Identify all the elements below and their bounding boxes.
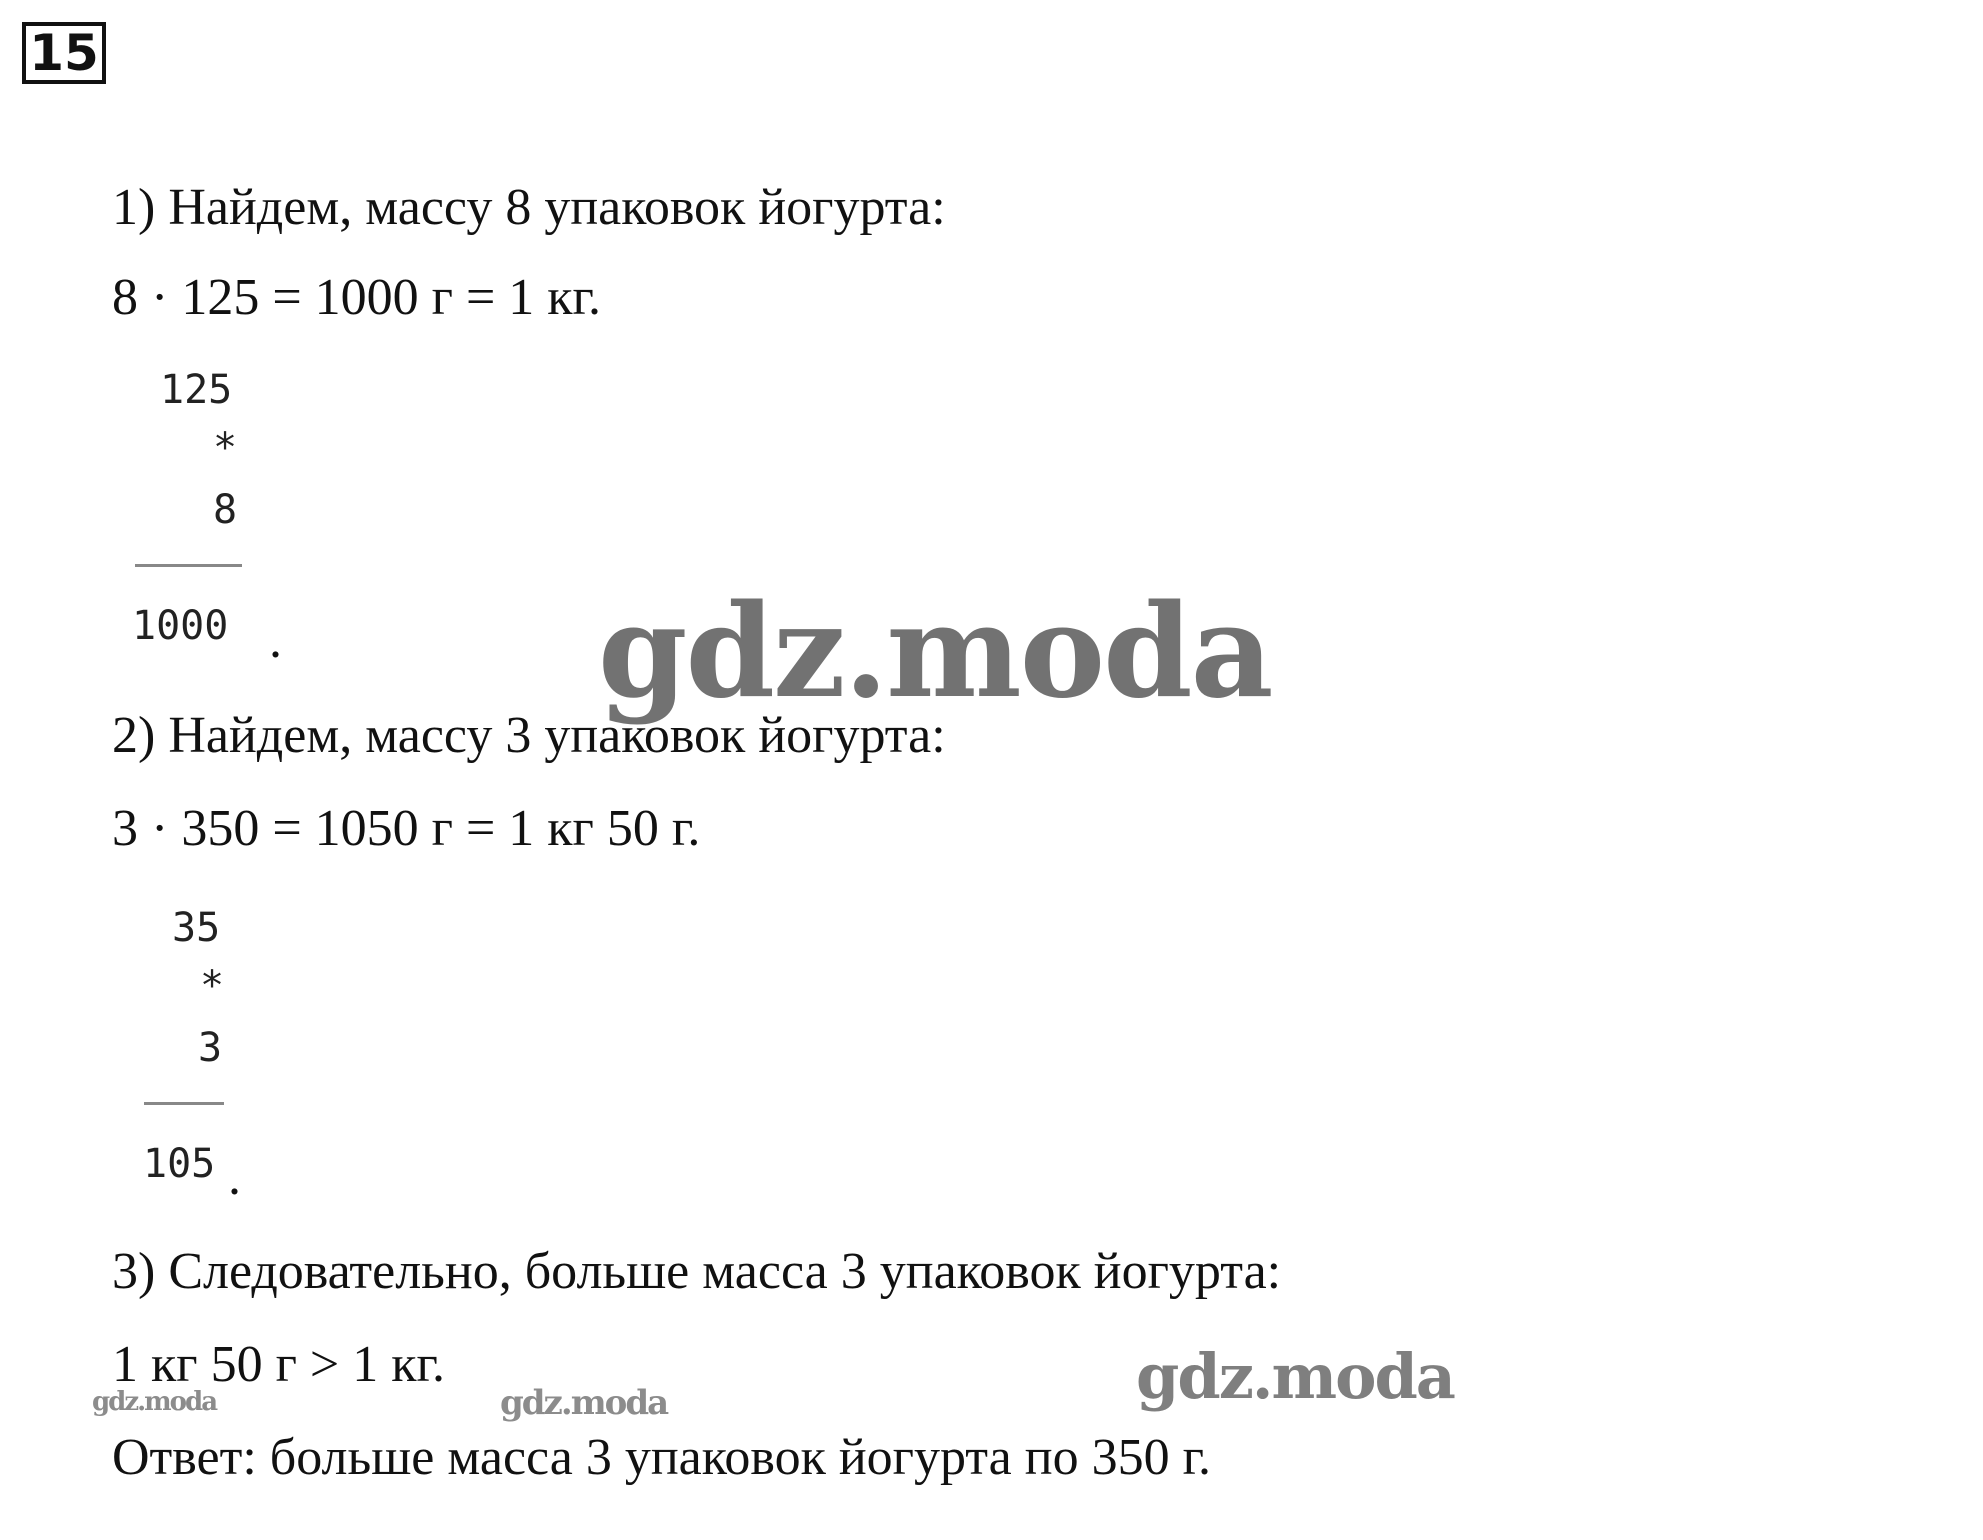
watermark-tiny: gdz.moda	[92, 1387, 217, 1417]
step1-equation: 8 · 125 = 1000 г = 1 кг.	[112, 269, 602, 326]
step2-text: 2) Найдем, массу 3 упаковок йогурта:	[112, 707, 946, 764]
calc1-multiplier: 8	[213, 487, 238, 533]
step2-equation: 3 · 350 = 1050 г = 1 кг 50 г.	[112, 800, 701, 857]
watermark-medium: gdz.moda	[1136, 1340, 1454, 1413]
problem-number: 15	[22, 22, 106, 84]
calc2-operator: *	[200, 963, 225, 1009]
calc1-period: .	[269, 612, 282, 669]
step1-text: 1) Найдем, массу 8 упаковок йогурта:	[112, 179, 946, 236]
watermark-small: gdz.moda	[500, 1383, 668, 1423]
calc2-top-number: 35	[172, 905, 221, 951]
step3-comparison: 1 кг 50 г > 1 кг.	[112, 1336, 445, 1393]
calc2-divider-line	[144, 1102, 224, 1105]
calc2-period: .	[228, 1149, 241, 1206]
calc2-multiplier: 3	[198, 1025, 223, 1071]
calc2-result: 105	[143, 1141, 216, 1187]
calc1-divider-line	[135, 564, 242, 567]
step3-text: 3) Следовательно, больше масса 3 упаковок йогурта:	[112, 1243, 1282, 1300]
calc1-result: 1000	[132, 603, 229, 649]
calc1-top-number: 125	[160, 367, 233, 413]
watermark-large: gdz.moda	[598, 577, 1272, 727]
answer-text: Ответ: больше масса 3 упаковок йогурта по 350 г.	[112, 1429, 1212, 1486]
calc1-operator: *	[213, 425, 238, 471]
